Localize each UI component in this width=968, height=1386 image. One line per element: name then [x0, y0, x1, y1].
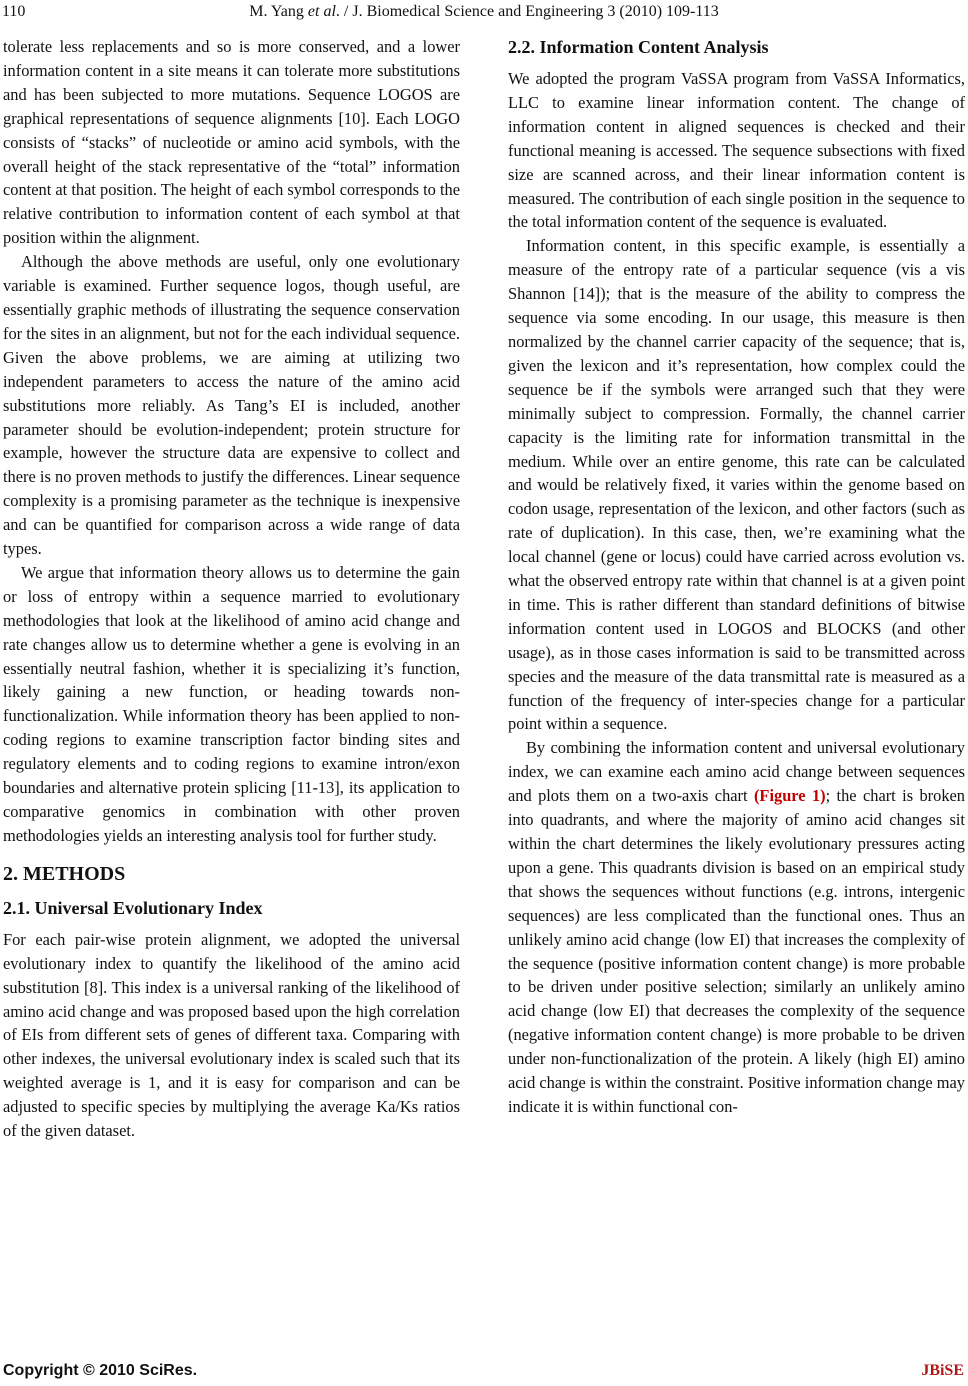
- paragraph: We argue that information theory allows us to determine the gain or loss of entropy within a sequence married to evolutionary methodologies that look at the likelihood of amino acid change and rate changes allow us to determine whether a gene is evolving in an essentially neutral fashion, whether it is specializing it’s function, likely gaining a new function, or heading towards non-functionalization. While information theory has been applied to non-coding regions to examine transcription factor binding sites and regulatory elements and to coding regions to examine intron/exon boundaries and alternative protein splicing [11-13], its application to comparative genomics in combination with other proven methodologies yields an interesting analysis tool for further study.: [3, 562, 460, 845]
- section-heading-methods: 2. METHODS: [3, 862, 126, 885]
- left-column: [3, 35, 460, 1143]
- paragraph-text: By combining the information content and universal evolutionary index, we can examine each amino acid change between sequences and plots them on a two-axis chart: [508, 738, 965, 806]
- figure-1-link[interactable]: (Figure 1): [753, 786, 826, 806]
- journal-abbreviation: JBiSE: [921, 1362, 964, 1379]
- page-footer: [0, 1362, 968, 1386]
- subsection-heading-evolutionary-index: 2.1. Universal Evolutionary Index: [3, 897, 263, 918]
- paragraph: [508, 736, 965, 1119]
- citation-journal: . / J. Biomedical Science and Engineering 3 (2010) 109-113: [335, 3, 719, 20]
- paragraph-text: ; the chart is broken into quadrants, and where the majority of amino acid changes sit within the chart determines the likely evolutionary pressures acting upon a gene. This quadrants division is based on an empirical study that shows the sequences without functions (e.g. introns, intergenic sequences) are less complicated than the functional ones. Thus an unlikely amino acid change (low EI) that increases the complexity of the sequence (positive information content change) is more probable to be driven under positive selection; similarly an unlikely amino acid change (low EI) that decreases the complexity of the sequence (negative information content change) is more probable to be driven under non-functionalization of the protein. A likely (high EI) amino acid change is within the constraint. Positive information change may indicate it is within functional con-: [508, 786, 966, 1116]
- page-number: 110: [2, 3, 26, 20]
- paragraph: tolerate less replacements and so is more conserved, and a lower information content in a site means it can tolerate more substitutions and has been subjected to more mutations. Sequence LOGOS are graphical representations of sequence alignments [10]. Each LOGO consists of “stacks” of nucleotide or amino acid symbols, with the overall height of the stack representative of the “total” information content at that position. The height of each symbol corresponds to the relative contribution to information content of each symbol at that position within the alignment.: [3, 37, 460, 248]
- citation-et-al: et al: [307, 3, 336, 20]
- paragraph: We adopted the program VaSSA program from VaSSA Informatics, LLC to examine linear information content. The change of information content in aligned sequences is checked and their functional meaning is accessed. The sequence subsections with fixed size are scanned across, and their linear information content is measured. The contribution of each single position in the sequence to the total information content of the sequence is evaluated.: [508, 69, 965, 232]
- paragraph: Although the above methods are useful, only one evolutionary variable is examined. Further sequence logos, though useful, are essentially graphic methods of illustrating the sequence conservation for the sites in an alignment, but not for the each individual sequence. Given the above problems, we are aiming at utilizing two independent parameters to access the nature of the amino acid substitutions more reliably. As Tang’s EI is included, another parameter should be evolution-independent; protein structure for example, however the structure data are expensive to collect and there is no proven methods to justify the differences. Linear sequence complexity is a promising parameter as the technique is inexpensive and can be quantified for comparison across a wide range of data types.: [3, 252, 460, 559]
- running-header: [0, 2, 968, 28]
- subsection-heading-information-content: 2.2. Information Content Analysis: [508, 37, 769, 57]
- right-column: [508, 35, 965, 1119]
- paragraph: Information content, in this specific example, is essentially a measure of the entropy rate of a particular sequence (vis a vis Shannon [14]); that is the measure of the ability to compress the sequence via some encoding. In our usage, this measure is then normalized by the channel carrier capacity of the sequence; that is, given the lexicon and it’s representation, how complex could the sequence be if the symbols were arranged such that they were minimally subject to compression. Formally, the channel carrier capacity is the limiting rate for information transmittal in the medium. While over an entire genome, this rate can be calculated and would be relatively fixed, it varies within the genome based on codon usage, representation of the lexicon, and other factors (such as rate of duplication). In this case, then, we’re examining what the local channel (gene or locus) could have carried across evolution vs. what the observed entropy rate within that channel is at a given point in time. This is rather different than standard definitions of bitwise information content used in LOGOS and BLOCKS (and other usage), as in those cases information is said to be transmitted across species and the measure of the data transmittal rate is measured as a function of the frequency of inter-species change for a particular point within a sequence.: [508, 236, 965, 734]
- paragraph: For each pair-wise protein alignment, we adopted the universal evolutionary index to quantify the likelihood of the amino acid substitution [8]. This index is a universal ranking of the likelihood of amino acid change and was proposed based upon the high correlation of EIs from different sets of genes of different taxa. Comparing with other indexes, the universal evolutionary index is scaled such that its weighted average is 1, and it is easy for comparison and can be adjusted to specific species by multiplying the average Ka/Ks ratios of the given dataset.: [3, 929, 460, 1141]
- copyright-notice: Copyright © 2010 SciRes.: [3, 1362, 198, 1379]
- article-citation: [0, 2, 968, 22]
- citation-authors: M. Yang: [249, 3, 304, 20]
